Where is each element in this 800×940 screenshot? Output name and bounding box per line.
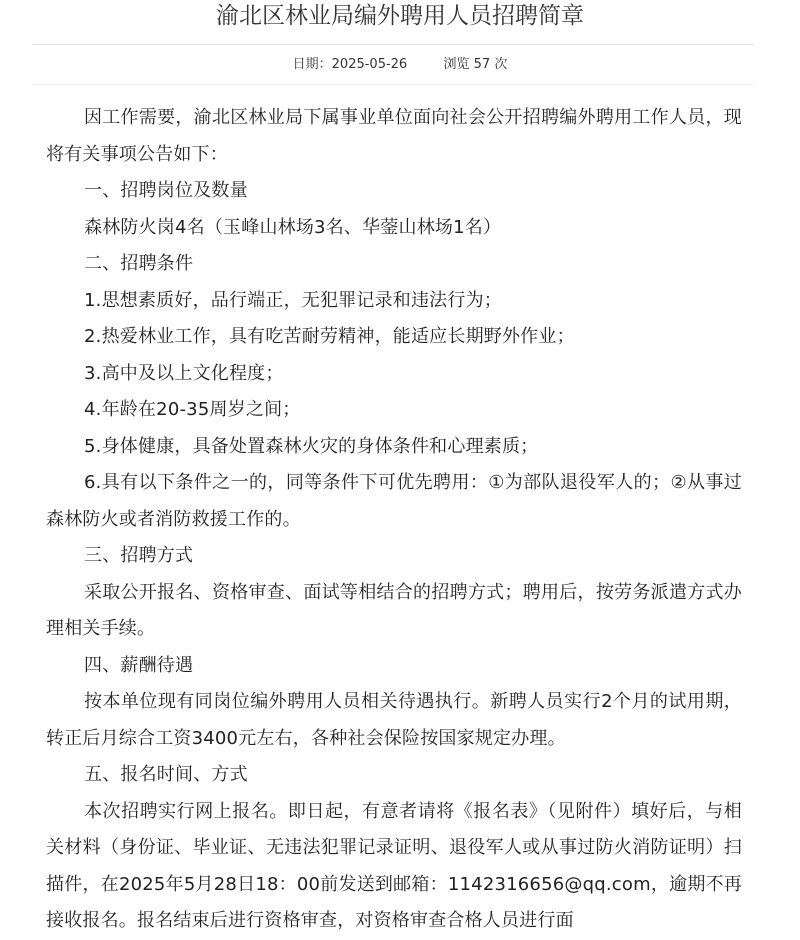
page-title: 渝北区林业局编外聘用人员招聘简章: [216, 3, 584, 29]
views-label: 浏览: [443, 57, 470, 72]
title-divider: [32, 44, 754, 45]
date-label: 日期：: [292, 57, 332, 72]
publish-date: 2025-05-26: [331, 57, 408, 72]
article-meta: [0, 54, 800, 76]
article-body: [46, 100, 742, 940]
positions-paragraph: 森林防火岗4名（玉峰山林场3名、华蓥山林场1名）: [84, 216, 502, 238]
method-paragraph: 采取公开报名、资格审查、面试等相结合的招聘方式；聘用后，按劳务派遣方式办理相关手续。: [46, 581, 742, 639]
views-count: 57: [473, 57, 491, 72]
section-heading-salary: 四、薪酬待遇: [84, 654, 194, 676]
condition-item: 5.身体健康，具备处置森林火灾的身体条件和心理素质；: [84, 435, 539, 457]
intro-paragraph: 因工作需要，渝北区林业局下属事业单位面向社会公开招聘编外聘用工作人员，现将有关事项公告如下：: [46, 107, 742, 165]
condition-item: 6.具有以下条件之一的，同等条件下可优先聘用：①为部队退役军人的；②从事过森林防火或者消防救援工作的。: [46, 472, 742, 530]
section-heading-method: 三、招聘方式: [84, 545, 194, 566]
condition-item: 1.思想素质好，品行端正，无犯罪记录和违法行为；: [84, 289, 502, 311]
salary-paragraph: 按本单位现有同岗位编外聘用人员相关待遇执行。新聘人员实行2个月的试用期，转正后月综合工资3400元左右，各种社会保险按国家规定办理。: [46, 691, 742, 749]
section-heading-positions: 一、招聘岗位及数量: [84, 180, 248, 201]
registration-paragraph: 本次招聘实行网上报名。即日起，有意者请将《报名表》（见附件）填好后，与相关材料（身份证、毕业证、无违法犯罪记录证明、退役军人或从事过防火消防证明）扫描件，在2025年5月28日18：00前发送到邮箱：1142316656@qq.com，逾期不再接收报名。报名结束后进行资格审查，对资格审查合格人员进行面: [46, 800, 742, 931]
condition-item: 2.热爱林业工作，具有吃苦耐劳精神，能适应长期野外作业；: [84, 326, 575, 347]
condition-item: 4.年龄在20-35周岁之间；: [84, 399, 301, 420]
meta-divider: [32, 84, 754, 85]
condition-item: 3.高中及以上文化程度；: [84, 362, 284, 384]
section-heading-conditions: 二、招聘条件: [84, 253, 194, 274]
views-unit: 次: [494, 57, 508, 72]
section-heading-registration: 五、报名时间、方式: [84, 764, 248, 785]
